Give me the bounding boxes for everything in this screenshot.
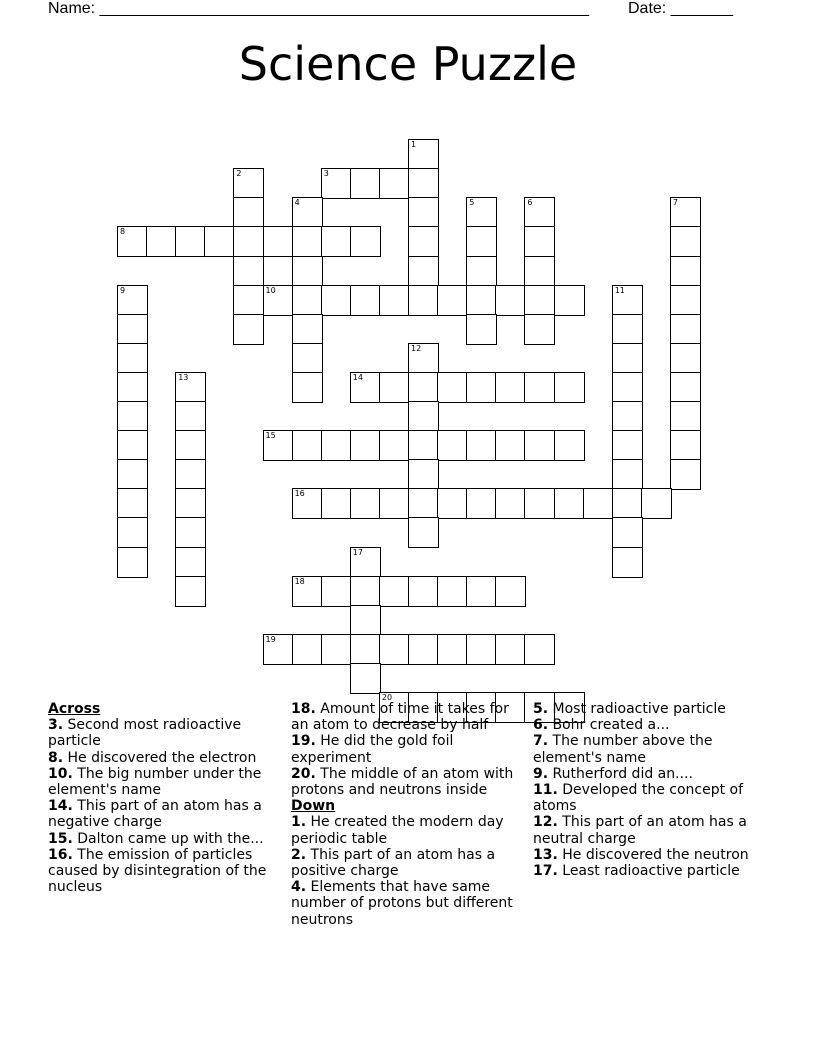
crossword-cell[interactable]	[408, 256, 439, 287]
crossword-cell[interactable]	[408, 168, 439, 199]
crossword-cell[interactable]	[350, 168, 381, 199]
crossword-cell[interactable]	[321, 430, 352, 461]
crossword-cell[interactable]	[524, 372, 555, 403]
cell-number: 17	[352, 547, 363, 557]
down-clue-list	[291, 814, 527, 927]
crossword-cell[interactable]	[612, 430, 643, 461]
name-field[interactable]: Name: _______________________________________________________	[48, 0, 589, 17]
crossword-cell[interactable]	[117, 459, 148, 490]
crossword-cell[interactable]	[321, 168, 352, 199]
crossword-cell[interactable]	[321, 634, 352, 665]
crossword-cell[interactable]	[612, 459, 643, 490]
crossword-cell[interactable]	[233, 226, 264, 257]
crossword-cell[interactable]	[175, 488, 206, 519]
crossword-cell[interactable]	[466, 256, 497, 287]
crossword-cell[interactable]	[670, 226, 701, 257]
clue	[291, 733, 527, 765]
clue	[533, 766, 769, 782]
cell-number: 7	[672, 198, 678, 208]
cell-number: 6	[527, 198, 533, 208]
crossword-cell[interactable]	[466, 488, 497, 519]
clue-text: This part of an atom has a positive charge	[291, 846, 496, 880]
cell-number: 9	[120, 285, 126, 295]
crossword-cell[interactable]	[175, 430, 206, 461]
clue-text: The emission of particles caused by disintegration of the nucleus	[48, 846, 267, 896]
clue	[291, 879, 527, 928]
crossword-cell[interactable]	[321, 576, 352, 607]
crossword-cell[interactable]	[612, 517, 643, 548]
crossword-cell[interactable]	[408, 459, 439, 490]
crossword-cell[interactable]	[408, 634, 439, 665]
clue-text: The number above the element's name	[533, 733, 713, 766]
crossword-cell[interactable]	[670, 372, 701, 403]
crossword-cell[interactable]	[641, 488, 672, 519]
crossword-cell[interactable]	[233, 197, 264, 228]
cell-number: 3	[323, 169, 329, 179]
clue	[48, 831, 284, 847]
crossword-cell[interactable]	[670, 285, 701, 316]
crossword-cell[interactable]	[524, 634, 555, 665]
cell-number: 13	[178, 372, 189, 382]
clue-text: Elements that have same number of protons but different neutrons	[291, 879, 513, 928]
cell-number: 20	[381, 693, 393, 702]
crossword-cell[interactable]	[233, 168, 264, 199]
crossword-cell[interactable]	[554, 488, 585, 519]
clue-text: Second most radioactive particle	[48, 717, 242, 750]
clue-text: The big number under the element's name	[48, 765, 262, 799]
clue-number: 17.	[533, 863, 558, 880]
crossword-cell[interactable]	[117, 343, 148, 374]
crossword-cell[interactable]	[583, 488, 614, 519]
crossword-cell[interactable]	[408, 139, 439, 170]
clue-column-3	[533, 701, 769, 879]
crossword-cell[interactable]	[379, 285, 410, 316]
clue-number: 13.	[533, 846, 558, 863]
crossword-cell[interactable]	[292, 197, 323, 228]
crossword-cell[interactable]	[117, 401, 148, 432]
across-heading: Across	[48, 701, 101, 717]
crossword-cell[interactable]	[117, 372, 148, 403]
crossword-cell[interactable]	[612, 285, 643, 316]
clue-number: 2.	[291, 846, 307, 863]
crossword-cell[interactable]	[408, 197, 439, 228]
clue	[48, 750, 284, 766]
clue	[291, 814, 527, 846]
crossword-cell[interactable]	[408, 372, 439, 403]
clue-number: 18.	[291, 701, 316, 717]
cell-number: 14	[352, 372, 363, 382]
crossword-cell[interactable]	[292, 576, 323, 607]
clue-column-2	[291, 701, 527, 928]
across-clue-list	[48, 717, 284, 895]
clue-text: Rutherford did an....	[548, 765, 693, 782]
crossword-cell[interactable]	[554, 372, 585, 403]
crossword-cell[interactable]	[175, 372, 206, 403]
crossword-cell[interactable]	[292, 343, 323, 374]
crossword-cell[interactable]	[524, 430, 555, 461]
crossword-cell[interactable]	[233, 285, 264, 316]
crossword-cell[interactable]	[495, 576, 526, 607]
crossword-cell[interactable]	[612, 314, 643, 345]
crossword-cell[interactable]	[466, 285, 497, 316]
clue	[48, 766, 284, 798]
clue	[533, 701, 769, 717]
crossword-cell[interactable]	[670, 459, 701, 490]
crossword-cell[interactable]	[379, 372, 410, 403]
across-clue-list-continued	[291, 701, 527, 798]
crossword-cell[interactable]	[524, 314, 555, 345]
crossword-cell[interactable]	[175, 547, 206, 578]
crossword-cell[interactable]	[408, 488, 439, 519]
clue-number: 16.	[48, 846, 73, 863]
clue-text: He did the gold foil experiment	[291, 733, 454, 766]
crossword-cell[interactable]	[379, 430, 410, 461]
clue-text: This part of an atom has a negative charge	[48, 798, 262, 831]
clue-number: 10.	[48, 765, 73, 782]
clue-text: This part of an atom has a neutral charge	[533, 814, 747, 847]
crossword-cell[interactable]	[321, 488, 352, 519]
clue-text: Dalton came up with the...	[72, 830, 264, 847]
crossword-cell[interactable]	[408, 430, 439, 461]
crossword-cell[interactable]	[524, 488, 555, 519]
crossword-cell[interactable]	[495, 430, 526, 461]
clue-text: Developed the concept of atoms	[533, 782, 744, 815]
crossword-cell[interactable]	[117, 226, 148, 257]
crossword-cell[interactable]	[117, 547, 148, 578]
crossword-cell[interactable]	[408, 401, 439, 432]
crossword-cell[interactable]	[437, 488, 468, 519]
clue	[48, 717, 284, 749]
crossword-cell[interactable]	[437, 285, 468, 316]
clue-text: He discovered the neutron	[557, 846, 749, 863]
crossword-cell[interactable]	[379, 488, 410, 519]
crossword-cell[interactable]	[670, 314, 701, 345]
crossword-cell[interactable]	[292, 314, 323, 345]
crossword-cell[interactable]	[437, 634, 468, 665]
crossword-cell[interactable]	[263, 226, 294, 257]
crossword-cell[interactable]	[233, 256, 264, 287]
crossword-cell[interactable]	[350, 605, 381, 636]
clue-number: 6.	[533, 717, 549, 734]
clue-number: 9.	[533, 765, 549, 782]
crossword-cell[interactable]	[379, 634, 410, 665]
page-title: Science Puzzle	[238, 37, 578, 91]
crossword-cell[interactable]	[146, 226, 177, 257]
clue-number: 8.	[48, 749, 64, 766]
crossword-cell[interactable]	[292, 256, 323, 287]
crossword-cell[interactable]	[554, 285, 585, 316]
crossword-cell[interactable]	[350, 576, 381, 607]
crossword-cell[interactable]	[466, 576, 497, 607]
cell-number: 18	[294, 576, 305, 586]
crossword-cell[interactable]	[670, 430, 701, 461]
crossword-cell[interactable]	[292, 634, 323, 665]
crossword-cell[interactable]	[233, 314, 264, 345]
crossword-cell[interactable]	[466, 372, 497, 403]
crossword-cell[interactable]	[321, 226, 352, 257]
clue-text: Amount of time it takes for an atom to decrease by half	[291, 701, 509, 734]
clue-number: 1.	[291, 814, 307, 831]
crossword-cell[interactable]	[175, 576, 206, 607]
crossword-cell[interactable]	[524, 197, 555, 228]
clue	[533, 847, 769, 863]
crossword-cell[interactable]	[350, 226, 381, 257]
crossword-cell[interactable]	[292, 285, 323, 316]
clue-number: 12.	[533, 814, 558, 831]
clue-number: 14.	[48, 798, 73, 815]
cell-number: 4	[294, 198, 300, 208]
crossword-cell[interactable]	[524, 226, 555, 257]
crossword-cell[interactable]	[175, 226, 206, 257]
clue	[291, 766, 527, 798]
cell-number: 12	[411, 343, 422, 353]
crossword-cell[interactable]	[495, 634, 526, 665]
crossword-cell[interactable]	[350, 663, 381, 694]
crossword-cell[interactable]	[524, 285, 555, 316]
crossword-cell[interactable]	[670, 401, 701, 432]
clue	[291, 701, 527, 733]
cell-number: 11	[614, 285, 625, 295]
crossword-cell[interactable]	[408, 517, 439, 548]
cell-number: 5	[469, 198, 475, 208]
clue-number: 5.	[533, 701, 549, 717]
crossword-cell[interactable]	[117, 285, 148, 316]
crossword-cell[interactable]	[263, 634, 294, 665]
crossword-cell[interactable]	[117, 430, 148, 461]
clue	[533, 863, 769, 879]
date-field[interactable]: Date: _______	[628, 0, 733, 17]
clue	[48, 847, 284, 896]
crossword-cell[interactable]	[408, 343, 439, 374]
down-clue-list-continued	[533, 701, 769, 879]
crossword-cell[interactable]	[408, 576, 439, 607]
crossword-cell[interactable]	[379, 168, 410, 199]
crossword-cell[interactable]	[175, 459, 206, 490]
crossword-cell[interactable]	[466, 634, 497, 665]
crossword-cell[interactable]	[350, 547, 381, 578]
crossword-cell[interactable]	[408, 285, 439, 316]
clue-text: He discovered the electron	[63, 749, 257, 766]
crossword-cell[interactable]	[292, 488, 323, 519]
crossword-cell[interactable]	[524, 256, 555, 287]
crossword-cell[interactable]	[466, 314, 497, 345]
cell-number: 1	[411, 140, 417, 150]
clue-text: He created the modern day periodic table	[291, 814, 504, 847]
crossword-cell[interactable]	[495, 285, 526, 316]
clue-number: 15.	[48, 830, 73, 847]
crossword-cell[interactable]	[292, 372, 323, 403]
clue-number: 7.	[533, 733, 549, 750]
crossword-cell[interactable]	[117, 517, 148, 548]
cell-number: 10	[265, 285, 276, 295]
crossword-cell[interactable]	[437, 430, 468, 461]
crossword-cell[interactable]	[466, 430, 497, 461]
clue	[533, 717, 769, 733]
crossword-cell[interactable]	[495, 372, 526, 403]
clue-text: Bohr created a...	[548, 717, 670, 734]
crossword-cell[interactable]	[117, 314, 148, 345]
cell-number: 19	[265, 634, 276, 644]
clue-text: Most radioactive particle	[548, 701, 726, 717]
clue-column-1	[48, 701, 284, 895]
crossword-cell[interactable]	[437, 576, 468, 607]
clue	[533, 782, 769, 814]
clue-number: 11.	[533, 782, 558, 799]
crossword-cell[interactable]	[350, 285, 381, 316]
crossword-cell[interactable]	[670, 256, 701, 287]
crossword-cell[interactable]	[408, 226, 439, 257]
crossword-cell[interactable]	[263, 285, 294, 316]
crossword-cell[interactable]	[263, 430, 294, 461]
cell-number: 2	[236, 169, 242, 179]
cell-number: 8	[120, 227, 126, 237]
down-heading: Down	[291, 798, 336, 815]
clue	[291, 847, 527, 879]
crossword-cell[interactable]	[495, 488, 526, 519]
cell-number: 15	[265, 431, 276, 441]
clue-number: 19.	[291, 733, 316, 750]
crossword-cell[interactable]	[554, 430, 585, 461]
crossword-cell[interactable]	[350, 488, 381, 519]
crossword-cell[interactable]	[670, 197, 701, 228]
crossword-cell[interactable]	[321, 285, 352, 316]
crossword-cell[interactable]	[175, 517, 206, 548]
clue-number: 3.	[48, 717, 64, 734]
clue	[533, 814, 769, 846]
clue-text: The middle of an atom with protons and neutrons inside	[291, 765, 514, 799]
crossword-cell[interactable]	[292, 430, 323, 461]
crossword-cell[interactable]	[350, 634, 381, 665]
crossword-cell[interactable]	[292, 226, 323, 257]
crossword-cell[interactable]	[437, 372, 468, 403]
crossword-cell[interactable]	[612, 547, 643, 578]
cell-number: 16	[294, 489, 305, 499]
crossword-cell[interactable]	[175, 401, 206, 432]
crossword-cell[interactable]	[379, 576, 410, 607]
crossword-cell[interactable]	[204, 226, 235, 257]
clue-number: 4.	[291, 879, 307, 896]
crossword-cell[interactable]	[612, 372, 643, 403]
crossword-cell[interactable]	[350, 430, 381, 461]
crossword-cell[interactable]	[612, 343, 643, 374]
crossword-cell[interactable]	[612, 488, 643, 519]
clue-number: 20.	[291, 765, 316, 782]
clue	[48, 798, 284, 830]
crossword-cell[interactable]	[466, 197, 497, 228]
crossword-cell[interactable]	[612, 401, 643, 432]
clue	[533, 733, 769, 765]
crossword-cell[interactable]	[466, 226, 497, 257]
clue-text: Least radioactive particle	[557, 863, 740, 880]
crossword-cell[interactable]	[670, 343, 701, 374]
crossword-cell[interactable]	[117, 488, 148, 519]
crossword-cell[interactable]	[350, 372, 381, 403]
